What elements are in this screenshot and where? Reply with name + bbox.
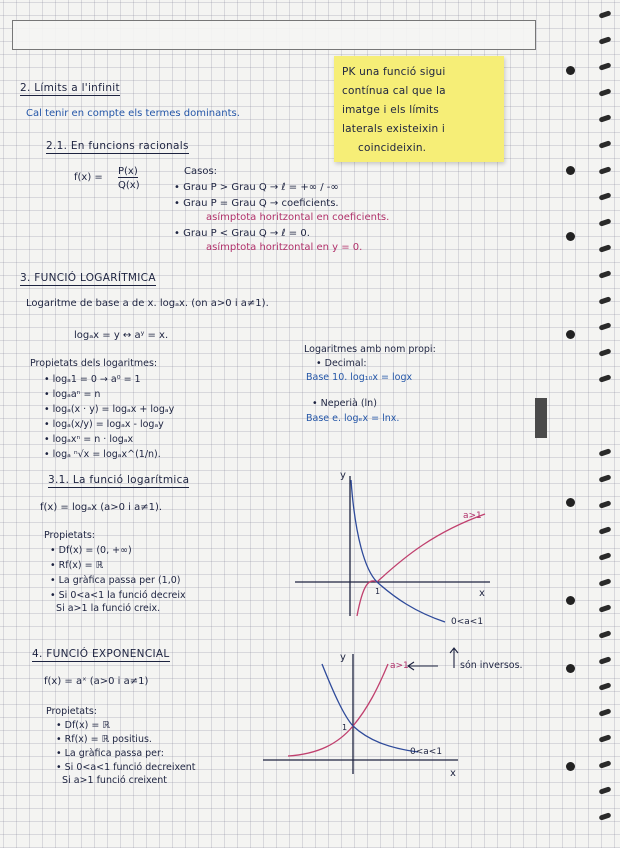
exp-properties-label: Propietats: bbox=[46, 706, 98, 717]
log-function-property: • Rf(x) = ℝ bbox=[50, 560, 104, 571]
inverse-up-arrow bbox=[450, 648, 458, 668]
sticky-line: laterals existeixin i bbox=[342, 123, 446, 135]
exp-curve-decreasing bbox=[322, 664, 418, 752]
log-curve-inc-label: a>1 bbox=[463, 511, 482, 521]
cases-label: Casos: bbox=[184, 166, 218, 177]
case-item: • Grau P = Grau Q → coeficients. bbox=[174, 198, 339, 209]
sticky-line: contínua cal que la bbox=[342, 85, 446, 97]
log-property: • logₐ1 = 0 → a⁰ = 1 bbox=[44, 374, 141, 385]
section-4-title: 4. FUNCIÓ EXPONENCIAL bbox=[32, 648, 170, 660]
brand-tab bbox=[535, 398, 547, 438]
header-box bbox=[12, 20, 536, 50]
log-graph-y-label: y bbox=[340, 470, 346, 481]
exp-curve-inc-label: a>1 bbox=[390, 661, 409, 671]
exp-curve-increasing bbox=[288, 664, 388, 756]
exp-graph-x-label: x bbox=[450, 768, 456, 779]
exp-curve-dec-label: 0<a<1 bbox=[410, 747, 443, 757]
log-function-properties-label: Propietats: bbox=[44, 530, 96, 541]
sticky-note bbox=[334, 56, 504, 162]
decimal-label: • Decimal: bbox=[316, 358, 367, 369]
section-3-title: 3. FUNCIÓ LOGARÍTMICA bbox=[20, 272, 156, 284]
rational-formula-num: P(x) bbox=[118, 166, 138, 177]
section-3-1-title: 3.1. La funció logarítmica bbox=[48, 474, 190, 486]
neperian-label: • Neperià (ln) bbox=[312, 398, 377, 409]
asymptote-note: asímptota horitzontal en y = 0. bbox=[206, 242, 363, 253]
rational-formula-lhs: f(x) = bbox=[74, 172, 103, 183]
log-function-property: • Df(x) = (0, +∞) bbox=[50, 545, 132, 556]
asymptote-note: asímptota horitzontal en coeficients. bbox=[206, 212, 390, 223]
exp-property: Si a>1 funció creixent bbox=[56, 775, 167, 786]
exp-property: • Df(x) = ℝ bbox=[56, 720, 110, 731]
log-function-property: Si a>1 la funció creix. bbox=[50, 603, 161, 614]
section-2-1-title: 2.1. En funcions racionals bbox=[46, 140, 189, 152]
log-curve-dec-label: 0<a<1 bbox=[451, 617, 484, 627]
exp-graph-y-label: y bbox=[340, 652, 346, 663]
section-2-intro: Cal tenir en compte els termes dominants. bbox=[26, 108, 240, 119]
log-graph-one-label: 1 bbox=[375, 587, 381, 596]
log-function-formula: f(x) = logₐx (a>0 i a≠1). bbox=[40, 502, 163, 513]
exp-property: • La gràfica passa per: bbox=[56, 748, 164, 759]
log-property: • logₐ ⁿ√x = logₐx^(1/n). bbox=[44, 449, 161, 460]
exp-property: • Rf(x) = ℝ positius. bbox=[56, 734, 152, 745]
log-property: • logₐxⁿ = n · logₐx bbox=[44, 434, 134, 445]
sticky-line: PK una funció sigui bbox=[342, 66, 446, 78]
decimal-formula: Base 10. log₁₀x = logx bbox=[306, 372, 413, 383]
log-curve-decreasing bbox=[351, 480, 445, 622]
inverse-note: són inversos. bbox=[460, 660, 523, 671]
log-property: • logₐ(x · y) = logₐx + logₐy bbox=[44, 404, 175, 415]
log-equivalence: logₐx = y ↔ aʸ = x. bbox=[74, 330, 169, 341]
neperian-formula: Base e. logₑx = lnx. bbox=[306, 413, 400, 424]
rational-formula-den: Q(x) bbox=[118, 180, 140, 191]
log-property: • logₐaⁿ = n bbox=[44, 389, 101, 400]
sticky-line: imatge i els límits bbox=[342, 104, 439, 116]
sticky-line: coincideixin. bbox=[358, 142, 427, 154]
log-graph-x-label: x bbox=[479, 588, 485, 599]
log-curve-increasing bbox=[357, 514, 485, 616]
exp-function-formula: f(x) = aˣ (a>0 i a≠1) bbox=[44, 676, 149, 687]
log-function-property: • La gràfica passa per (1,0) bbox=[50, 575, 181, 586]
log-properties-label: Propietats dels logaritmes: bbox=[30, 358, 158, 369]
exp-property: • Si 0<a<1 funció decreixent bbox=[56, 762, 196, 773]
case-item: • Grau P < Grau Q → ℓ = 0. bbox=[174, 228, 310, 239]
exp-graph-one-label: 1 bbox=[342, 723, 348, 732]
log-function-property: • Si 0<a<1 la funció decreix bbox=[50, 590, 186, 601]
named-logs-label: Logaritmes amb nom propi: bbox=[304, 344, 436, 355]
log-definition: Logaritme de base a de x. logₐx. (on a>0 i a≠1). bbox=[26, 298, 269, 309]
section-2-title: 2. Límits a l'infinit bbox=[20, 82, 120, 94]
log-function-graph bbox=[285, 466, 505, 636]
log-property: • logₐ(x/y) = logₐx - logₐy bbox=[44, 419, 164, 430]
case-item: • Grau P > Grau Q → ℓ = +∞ / -∞ bbox=[174, 182, 339, 193]
